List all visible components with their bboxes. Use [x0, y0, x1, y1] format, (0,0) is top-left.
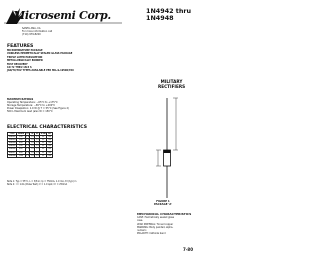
- features-list: [7, 49, 74, 73]
- feature-item: FAST RECOVERY: [7, 62, 28, 66]
- rating-item: Operating Temperature: −65°C to +175°C: [7, 101, 58, 105]
- part-number-line-2: 1N4948: [146, 13, 174, 22]
- table-cell: 150: [47, 136, 52, 139]
- column-header: IR: [31, 133, 34, 135]
- column-header: trr: [48, 133, 51, 135]
- column-header: VRWM: [17, 133, 25, 135]
- title-line-1: MILITARY: [160, 79, 183, 84]
- table-cell: 250: [47, 148, 52, 151]
- figure-caption: [154, 200, 172, 206]
- figure-label: FIGURE 1: [156, 200, 170, 203]
- column-header: VF: [35, 133, 39, 135]
- electrical-table: [7, 132, 53, 158]
- table-cell: 1N4947: [8, 151, 16, 154]
- features-section: [7, 44, 74, 73]
- table-cell: 1.0: [30, 136, 34, 139]
- feature-item: JAN/TX/TXV TYPES AVAILABLE PER MIL-S-19500/359: [7, 69, 74, 73]
- feature-item: METALLURGICALLY BONDED: [7, 59, 43, 63]
- document-title: [158, 80, 185, 89]
- table-cell: 150: [47, 142, 52, 145]
- table-cell: 1.3: [35, 154, 39, 157]
- table-cell: 300: [17, 139, 26, 142]
- features-heading: FEATURES: [7, 44, 34, 49]
- table-cell: 200: [17, 136, 26, 139]
- table-cell: 500: [17, 145, 26, 148]
- maximum-ratings-section: [7, 98, 69, 113]
- table-cell: 1.3: [35, 136, 39, 139]
- table-cell: 25: [40, 151, 47, 154]
- table-cell: 1.3: [35, 145, 39, 148]
- column-header: TYPE: [9, 133, 15, 135]
- table-cell: 1.0: [26, 145, 29, 148]
- company-name: Microsemi Corp.: [13, 9, 111, 22]
- table-cell: 1.0: [30, 148, 34, 151]
- notes-section: [7, 180, 76, 186]
- table-cell: 1.0: [30, 145, 34, 148]
- table-cell: 25: [40, 154, 47, 157]
- table-cell: 1.3: [35, 148, 39, 151]
- electrical-section: [7, 125, 87, 158]
- table-cell: 1.3: [35, 151, 39, 154]
- part-number-header: [146, 8, 191, 21]
- table-cell: 1.0: [26, 154, 29, 157]
- address-line-1: SANTA ANA, CA: [22, 27, 41, 30]
- note-line: Note 1: Typ = 55°C, L = 3/8 in; Ip = 750mA, 1.0 mA, trr (typ) in: [7, 180, 77, 183]
- table-cell: 25: [40, 142, 47, 145]
- table-cell: 800: [17, 151, 26, 154]
- table-cell: 1N4948: [8, 154, 16, 157]
- mechanical-item: case.: [137, 219, 144, 223]
- table-cell: 25: [40, 148, 47, 151]
- table-cell: 1.0: [26, 148, 29, 151]
- address-block: [22, 27, 52, 36]
- table-cell: 1N4945: [8, 145, 16, 148]
- rating-item: Storage Temperature: −65°C to +200°C: [7, 104, 56, 108]
- table-cell: 1.0: [30, 142, 34, 145]
- diode-package-drawing: [152, 94, 182, 214]
- address-line-2: For more information call: [22, 30, 53, 33]
- table-cell: 1.0: [30, 151, 34, 154]
- rating-item: 500 L Maximum lead (also W = 150°C: [7, 110, 53, 114]
- page-number: 7-80: [182, 247, 193, 252]
- table-cell: 1.0: [26, 136, 29, 139]
- title-line-2: RECTIFIERS: [158, 83, 186, 89]
- table-cell: 1N4943: [8, 139, 16, 142]
- table-cell: 500: [47, 151, 52, 154]
- column-header: IO: [26, 133, 29, 135]
- mechanical-item: POLARITY: Cathode band: [137, 232, 166, 236]
- electrical-heading: ELECTRICAL CHARACTERISTICS: [7, 125, 88, 130]
- table-cell: 250: [47, 145, 52, 148]
- table-cell: 25: [40, 145, 47, 148]
- table-cell: 1.0: [30, 154, 34, 157]
- feature-item: 1N 72 THRU 1N 8 S: [7, 66, 32, 70]
- mechanical-item: MARKING: Body painted, alpha-: [137, 225, 174, 229]
- feature-item: TRIPLE LAYER PASSIVATION: [7, 55, 43, 59]
- mechanical-item: LEAD MATERIAL: Tinned copper: [137, 222, 174, 226]
- table-cell: 1N4946: [8, 148, 16, 151]
- feature-item: VOIDLESS HERMETICALLY SEALED GLASS PACKAGE: [7, 52, 73, 56]
- table-cell: 25: [40, 136, 47, 139]
- mechanical-heading: MECHANICAL CHARACTERISTICS: [137, 212, 192, 216]
- table-cell: 500: [47, 154, 52, 157]
- rating-item: Power Dissipation: 1.0 W @ T = 55°C (See Figure 2): [7, 107, 69, 111]
- table-cell: 1.3: [35, 139, 39, 142]
- mechanical-section: [137, 212, 191, 236]
- feature-item: MICROMINIATURE PACKAGE: [7, 49, 43, 52]
- table-cell: 1.0: [26, 139, 29, 142]
- figure-sublabel: PACKAGE 'A': [154, 203, 172, 206]
- column-header: IFSM: [40, 133, 46, 135]
- table-cell: 1N4944: [8, 142, 16, 145]
- table-cell: 1.0: [26, 142, 29, 145]
- part-number-line-1: 1N4942 thru: [146, 7, 192, 15]
- table-cell: 600: [17, 148, 26, 151]
- table-cell: 1N4942: [8, 136, 16, 139]
- table-cell: 1000: [18, 154, 24, 157]
- ratings-heading: MAXIMUM RATINGS: [7, 98, 34, 101]
- table-cell: 25: [40, 139, 47, 142]
- table-row: [8, 154, 53, 157]
- table-cell: 400: [17, 142, 26, 145]
- mechanical-item: CASE: Hermetically sealed glass: [137, 216, 175, 219]
- table-cell: 1.0: [30, 139, 34, 142]
- mechanical-item: numeric.: [137, 229, 148, 233]
- address-line-3: (714) 979-8220: [22, 33, 41, 36]
- table-cell: 1.0: [26, 151, 29, 154]
- table-cell: 1.3: [35, 142, 39, 145]
- note-line: Note 2: I = 1.0A (Pulse Test); Ir = 1.0 Apk; Irr = 250mA: [7, 183, 68, 186]
- table-cell: 150: [47, 139, 52, 142]
